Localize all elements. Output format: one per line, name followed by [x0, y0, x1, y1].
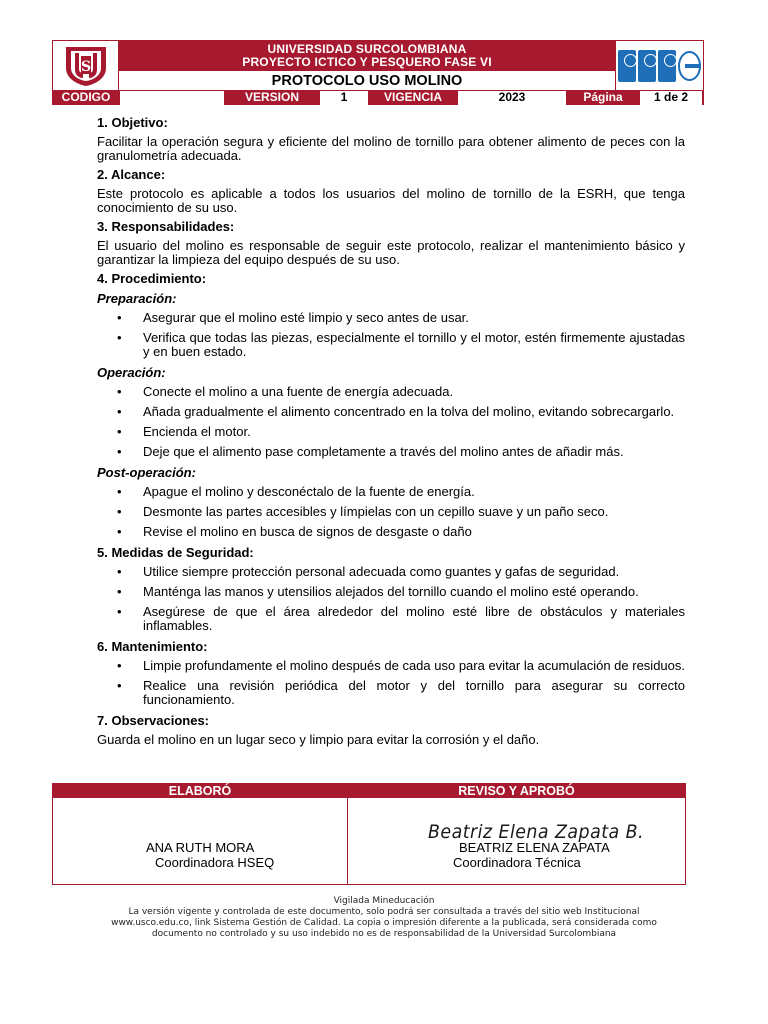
pagina-label: Página: [567, 91, 639, 105]
section-observaciones-title: 7. Observaciones:: [97, 713, 209, 728]
project-name: PROYECTO ICTICO Y PESQUERO FASE VI: [242, 55, 492, 69]
section-seguridad-title: 5. Medidas de Seguridad:: [97, 545, 254, 560]
document-body: [97, 115, 685, 751]
certification-logos: [615, 41, 703, 90]
section-mantenimiento-title: 6. Mantenimiento:: [97, 639, 208, 654]
version-label: VERSION: [225, 91, 319, 105]
elaboro-label: ELABORÓ: [168, 784, 232, 798]
subsection-preparacion-title: Preparación:: [97, 291, 177, 306]
elaboro-name: ANA RUTH MORA: [146, 840, 255, 855]
vigencia-label: VIGENCIA: [369, 91, 457, 105]
section-objetivo-text: Facilitar la operación segura y eficiente del molino de tornillo para obtener alimento de peces con la granulometría adecuada.: [97, 134, 685, 163]
section-observaciones-text: Guarda el molino en un lugar seco y limpio para evitar la corrosión y el daño.: [97, 732, 540, 747]
handwritten-signature: [428, 815, 648, 845]
mantenimiento-list: [97, 659, 685, 707]
section-alcance-title: 2. Alcance:: [97, 167, 166, 182]
reviso-role: Coordinadora Técnica: [453, 855, 581, 870]
list-item: • Apague el molino y desconéctalo de la fuente de energía.: [97, 485, 685, 499]
icontec-cert-icon: [618, 50, 636, 82]
section-objetivo-title: 1. Objetivo:: [97, 115, 168, 130]
footer-disclaimer: [60, 896, 708, 940]
list-item: • Realice una revisión periódica del motor y del tornillo para asegurar su correcto funcionamiento.: [97, 679, 685, 707]
section-responsabilidades-title: 3. Responsabilidades:: [97, 219, 235, 234]
signature-divider: [347, 798, 348, 884]
elaboro-role: Coordinadora HSEQ: [155, 855, 275, 870]
header-title-band: [119, 41, 615, 70]
section-responsabilidades-text: El usuario del molino es responsable de seguir este protocolo, realizar el mantenimiento básico y garantizar la limpieza del equipo después de su uso.: [97, 238, 685, 267]
subsection-operacion-title: Operación:: [97, 365, 166, 380]
icontec-cert-icon: [638, 50, 656, 82]
version-value: 1: [319, 91, 369, 105]
list-item: • Manténga las manos y utensilios alejados del tornillo cuando el molino esté operando.: [97, 585, 685, 599]
operacion-list: [97, 385, 685, 459]
svg-text:Beatriz Elena Zapata B.: Beatriz Elena Zapata B.: [428, 821, 644, 843]
section-procedimiento-title: 4. Procedimiento:: [97, 271, 207, 286]
document-header: [52, 40, 704, 105]
footer-line: www.usco.edu.co, link Sistema Gestión de Calidad. La copia o impresión diferente a la publicada, será considerada como: [111, 918, 657, 928]
list-item: • Limpie profundamente el molino después de cada uso para evitar la acumulación de residuos.: [97, 659, 685, 673]
header-meta-row: [53, 90, 703, 105]
list-item: • Encienda el motor.: [97, 425, 685, 439]
codigo-label: CODIGO: [53, 91, 119, 105]
list-item: • Asegurar que el molino esté limpio y seco antes de usar.: [97, 311, 685, 325]
svg-text:S: S: [80, 58, 91, 75]
list-item: • Verifica que todas las piezas, especialmente el tornillo y el motor, estén firmemente ajustadas y en buen estado.: [97, 331, 685, 359]
postoperacion-list: [97, 485, 685, 539]
footer-line: La versión vigente y controlada de este documento, solo podrá ser consultada a través del sitio web Institucional: [128, 907, 640, 917]
pagina-value: 1 de 2: [639, 91, 703, 105]
list-item: • Deje que el alimento pase completamente a través del molino antes de añadir más.: [97, 445, 685, 459]
list-item: • Conecte el molino a una fuente de energía adecuada.: [97, 385, 685, 399]
accreditation-seal-icon: [678, 51, 701, 81]
list-item: • Revise el molino en busca de signos de desgaste o daño: [97, 525, 685, 539]
list-item: • Utilice siempre protección personal adecuada como guantes y gafas de seguridad.: [97, 565, 685, 579]
footer-vigilada: Vigilada Mineducación: [333, 896, 435, 906]
seguridad-list: [97, 565, 685, 633]
codigo-value: [119, 91, 225, 105]
subsection-postoperacion-title: Post-operación:: [97, 465, 196, 480]
list-item: • Desmonte las partes accesibles y límpielas con un cepillo suave y un paño seco.: [97, 505, 685, 519]
icontec-cert-icon: [658, 50, 676, 82]
document-title: PROTOCOLO USO MOLINO: [119, 70, 615, 90]
preparacion-list: [97, 311, 685, 359]
institution-name: UNIVERSIDAD SURCOLOMBIANA: [267, 42, 467, 56]
reviso-label: REVISO Y APROBÓ: [458, 784, 575, 798]
vigencia-value: 2023: [457, 91, 567, 105]
university-logo: [53, 41, 119, 90]
footer-line: documento no controlado y su uso indebido no es de responsabilidad de la Universidad Surcolombiana: [151, 929, 617, 939]
signature-table-header: [53, 784, 685, 798]
section-alcance-text: Este protocolo es aplicable a todos los usuarios del molino de tornillo de la ESRH, que tenga conocimiento de su uso.: [97, 186, 685, 215]
list-item: • Añada gradualmente el alimento concentrado en la tolva del molino, evitando sobrecargarlo.: [97, 405, 685, 419]
list-item: • Asegúrese de que el área alrededor del molino esté libre de obstáculos y materiales inflamables.: [97, 605, 685, 633]
reviso-name: BEATRIZ ELENA ZAPATA: [459, 840, 610, 855]
usco-shield-icon: [63, 44, 109, 88]
